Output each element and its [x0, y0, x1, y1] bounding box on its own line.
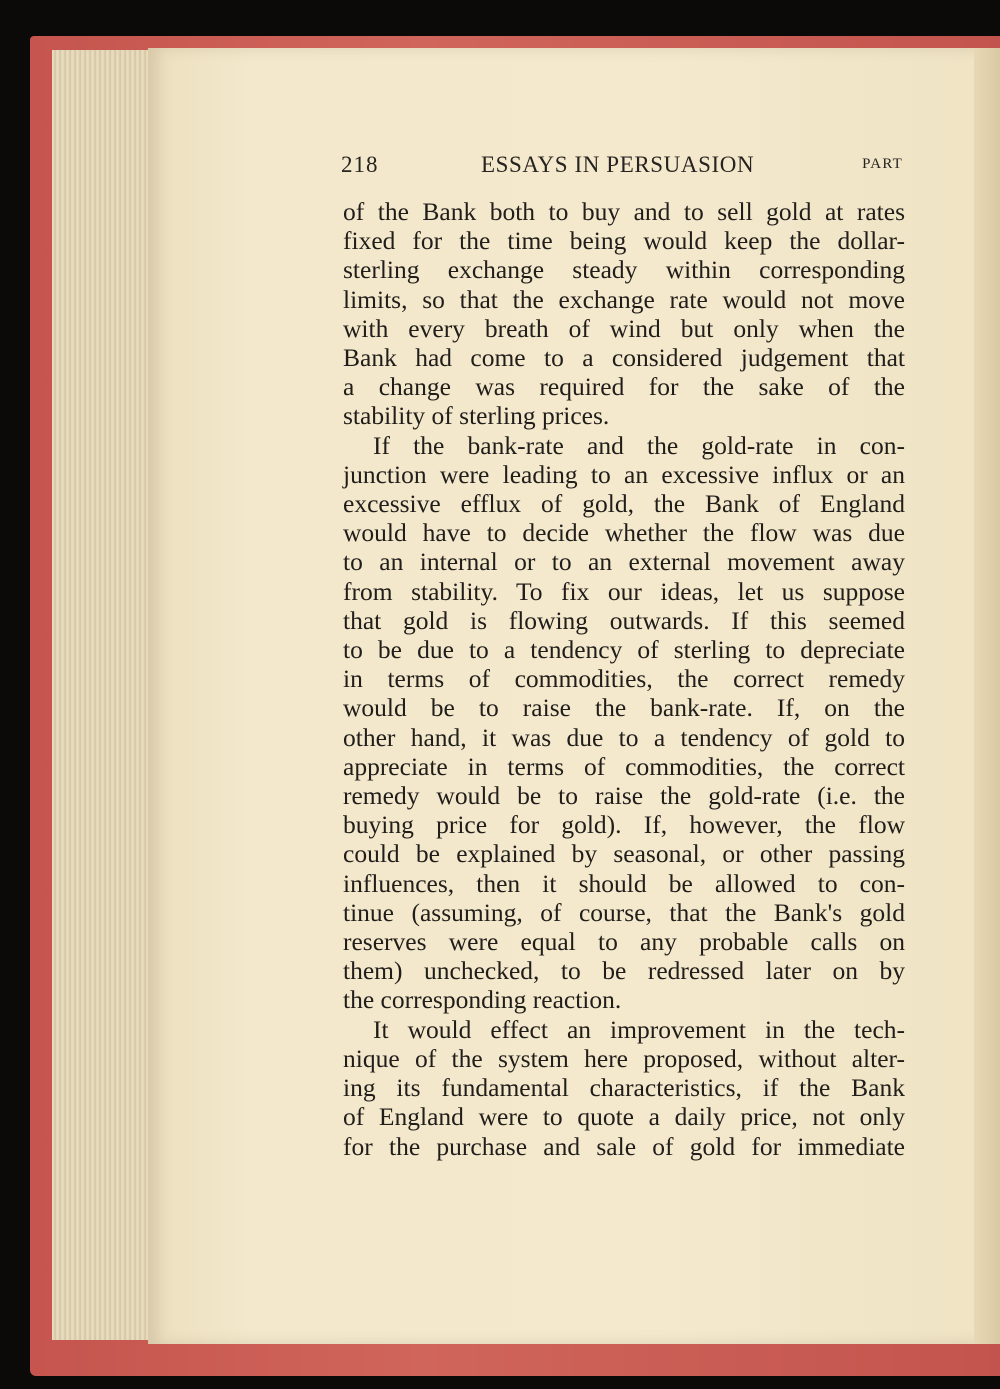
text-line: other hand, it was due to a tendency of gold to [343, 722, 905, 752]
paragraph-2 [343, 431, 905, 1015]
text-line: excessive efflux of gold, the Bank of England [343, 489, 905, 519]
text-line: tinue (assuming, of course, that the Bank's gold [343, 897, 905, 927]
body-text [343, 197, 905, 1161]
text-line: sterling exchange steady within corresponding [343, 255, 905, 285]
text-line: remedy would be to raise the gold-rate (i.e. the [343, 781, 905, 811]
text-line: for the purchase and sale of gold for immediate [343, 1131, 905, 1161]
text-line: to an internal or to an external movement away [343, 547, 905, 577]
text-line: limits, so that the exchange rate would not move [343, 284, 905, 314]
text-line: to be due to a tendency of sterling to depreciate [343, 635, 905, 665]
text-line: the corresponding reaction. [343, 985, 622, 1015]
text-line: of the Bank both to buy and to sell gold at rates [343, 197, 905, 226]
text-line: that gold is flowing outwards. If this seemed [343, 605, 905, 635]
text-line: a change was required for the sake of the [343, 372, 905, 402]
page-number: 218 [341, 152, 379, 177]
text-line: could be explained by seasonal, or other passing [343, 839, 905, 869]
text-line: of England were to quote a daily price, not only [343, 1102, 905, 1132]
text-line: would have to decide whether the flow was due [343, 518, 905, 548]
text-line: from stability. To fix our ideas, let us suppose [343, 576, 905, 606]
paragraph-3 [343, 1015, 905, 1161]
text-line: reserves were equal to any probable calls on [343, 927, 905, 957]
text-line: If the bank-rate and the gold-rate in con- [373, 430, 905, 460]
text-line: Bank had come to a considered judgement that [343, 343, 905, 373]
part-label: PART [862, 156, 903, 172]
facing-page-edge [974, 48, 1000, 1344]
text-line: It would effect an improvement in the tech- [373, 1014, 905, 1044]
text-line: would be to raise the bank-rate. If, on the [343, 693, 905, 723]
running-title: ESSAYS IN PERSUASION [481, 152, 755, 177]
text-line: buying price for gold). If, however, the flow [343, 810, 905, 840]
text-line: ing its fundamental characteristics, if the Bank [343, 1073, 905, 1103]
text-line: appreciate in terms of commodities, the correct [343, 751, 905, 781]
text-line: fixed for the time being would keep the dollar- [343, 226, 905, 256]
running-header [341, 152, 903, 188]
text-line: stability of sterling prices. [343, 401, 610, 431]
text-line: nique of the system here proposed, without alter- [343, 1043, 905, 1073]
text-line: junction were leading to an excessive influx or an [343, 459, 905, 489]
text-line: in terms of commodities, the correct remedy [343, 664, 905, 694]
text-line: with every breath of wind but only when the [343, 313, 905, 343]
text-line: them) unchecked, to be redressed later on by [343, 956, 905, 986]
paragraph-1 [343, 197, 905, 431]
text-line: influences, then it should be allowed to con- [343, 868, 905, 898]
